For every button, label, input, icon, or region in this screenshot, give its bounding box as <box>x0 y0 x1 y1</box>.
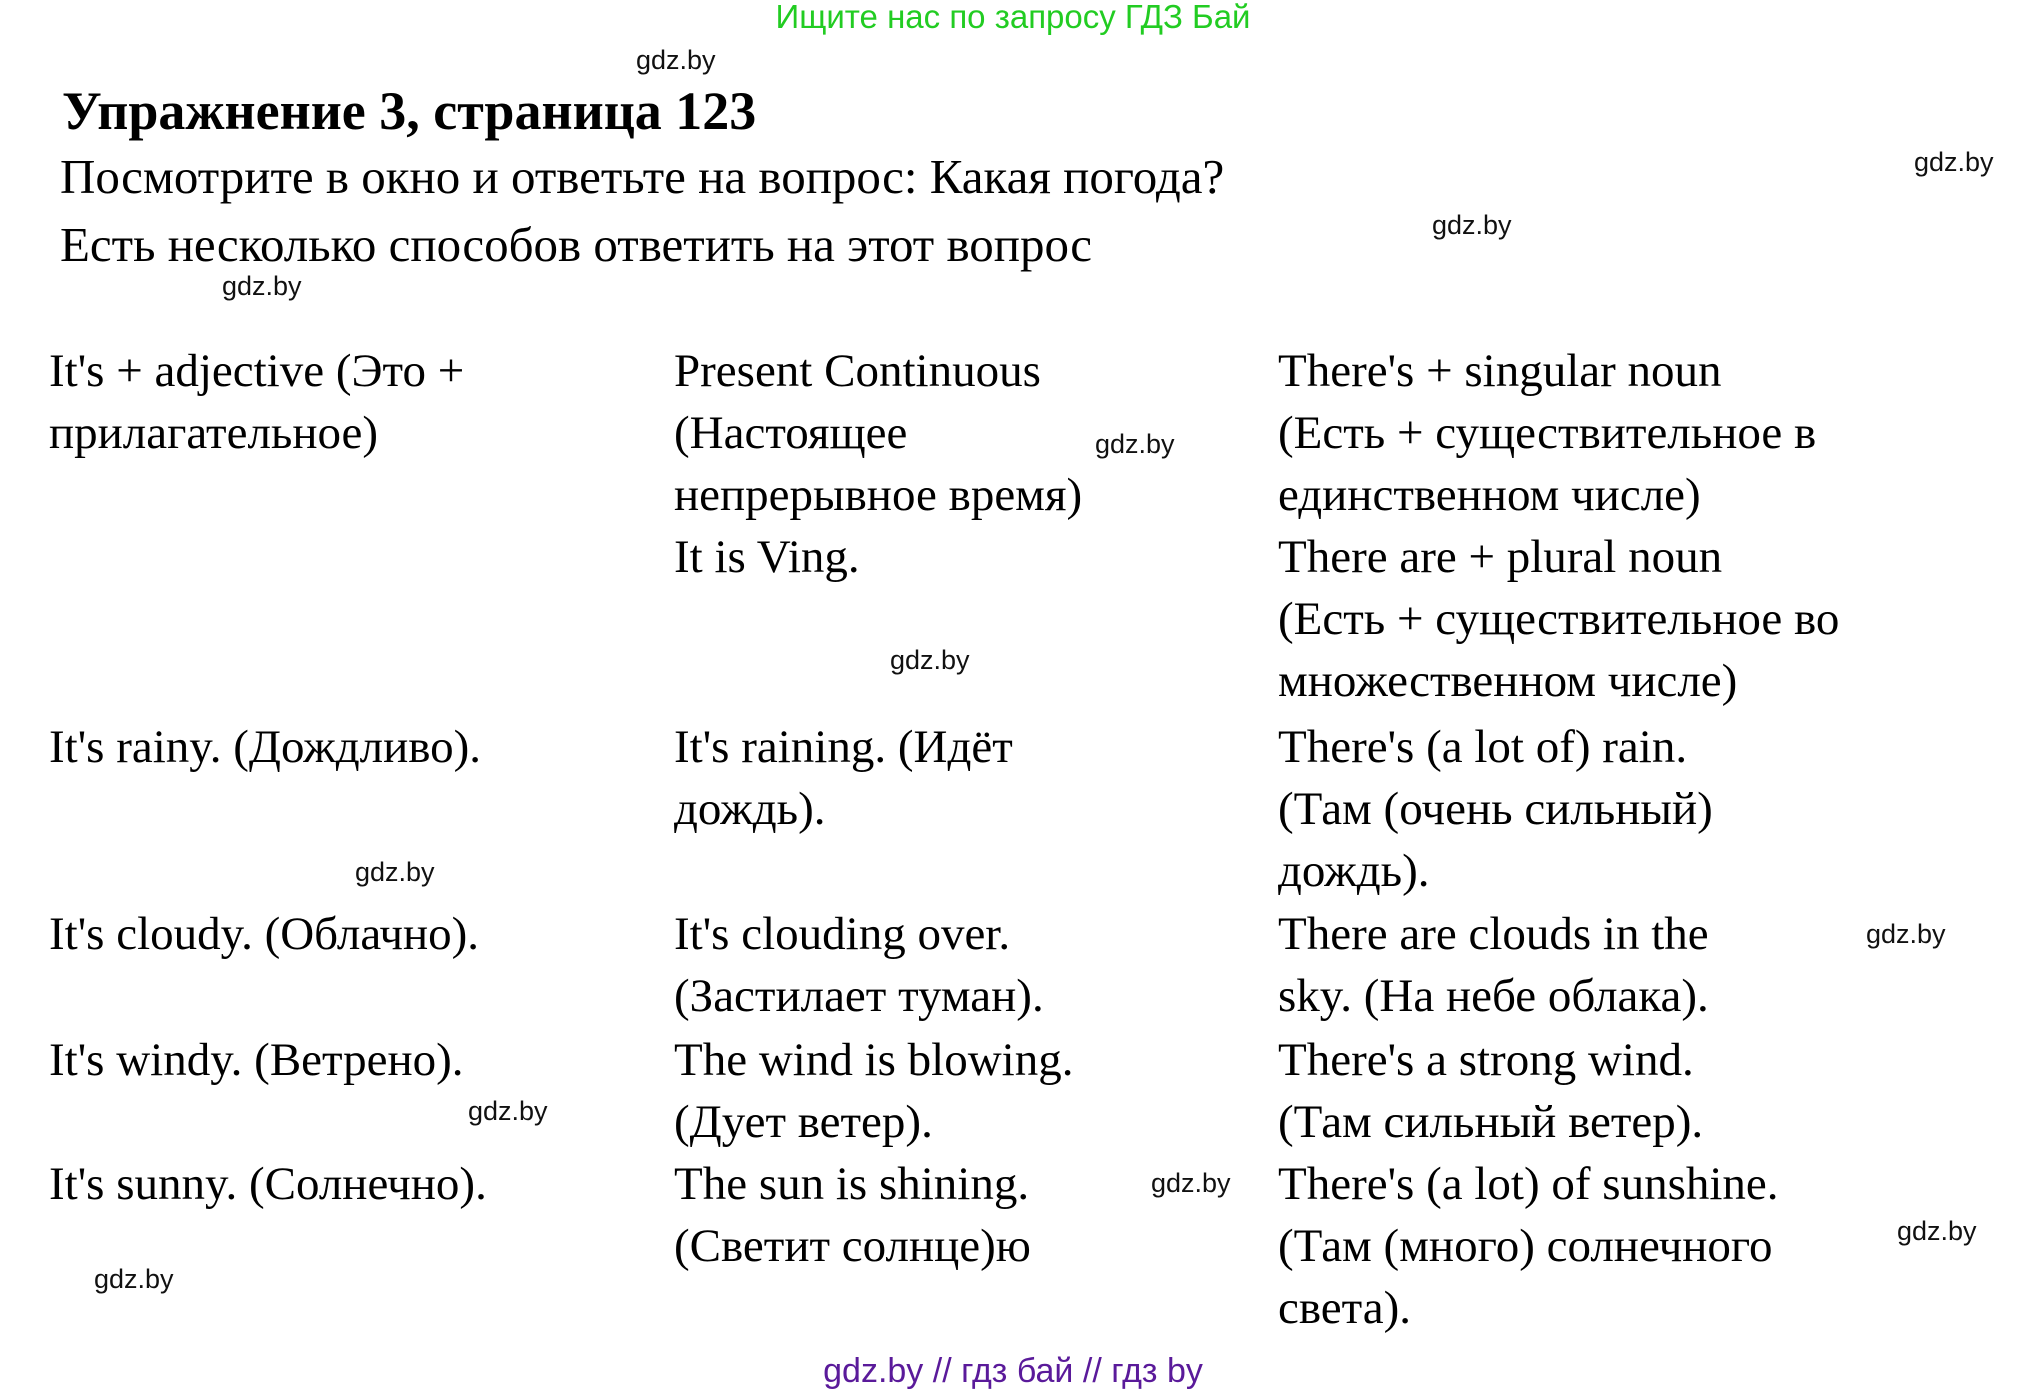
cell-line: There are + plural noun <box>1278 531 1723 583</box>
cell-line: It's raining. (Идёт <box>674 721 1013 773</box>
cell-line: There are clouds in the <box>1278 908 1709 960</box>
cell-line: дождь). <box>674 783 826 835</box>
watermark: gdz.by <box>94 1264 174 1294</box>
cell-line: There's + singular noun <box>1278 345 1722 397</box>
cell-line: (Есть + существительное в <box>1278 407 1817 459</box>
watermark: gdz.by <box>1095 429 1175 459</box>
table-cell <box>49 1029 464 1091</box>
cell-line: (Там (очень сильный) <box>1278 783 1713 835</box>
watermark: gdz.by <box>1432 210 1512 240</box>
cell-line: There's a strong wind. <box>1278 1034 1694 1086</box>
watermark: gdz.by <box>890 645 970 675</box>
cell-line: The sun is shining. <box>674 1158 1030 1210</box>
table-cell <box>1278 716 1713 902</box>
cell-line: непрерывное время) <box>674 469 1083 521</box>
watermark: gdz.by <box>355 857 435 887</box>
cell-line: дождь). <box>1278 845 1430 897</box>
watermark: gdz.by <box>1151 1168 1231 1198</box>
cell-line: света). <box>1278 1282 1412 1334</box>
cell-line: sky. (На небе облака). <box>1278 970 1709 1022</box>
search-banner: Ищите нас по запросу ГДЗ Бай <box>775 0 1251 35</box>
cell-line: (Светит солнце)ю <box>674 1220 1031 1272</box>
cell-line: (Застилает туман). <box>674 970 1044 1022</box>
cell-line: множественном числе) <box>1278 655 1738 707</box>
instruction-line-1: Посмотрите в окно и ответьте на вопрос: Какая погода? <box>60 149 1225 204</box>
watermark: gdz.by <box>1897 1216 1977 1246</box>
instruction-line-2: Есть несколько способов ответить на этот вопрос <box>60 217 1092 272</box>
table-cell <box>49 716 481 778</box>
cell-line: There's (a lot of) rain. <box>1278 721 1688 773</box>
table-cell <box>49 340 464 464</box>
cell-line: Present Continuous <box>674 345 1041 397</box>
watermark: gdz.by <box>636 45 716 75</box>
footer-links: gdz.by // гдз бай // гдз by <box>823 1352 1203 1390</box>
cell-line: It's windy. (Ветрено). <box>49 1034 464 1086</box>
table-cell <box>1278 1153 1779 1339</box>
cell-line: (Там сильный ветер). <box>1278 1096 1704 1148</box>
table-cell <box>674 903 1044 1027</box>
watermark: gdz.by <box>222 271 302 301</box>
watermark: gdz.by <box>1914 147 1994 177</box>
cell-line: (Есть + существительное во <box>1278 593 1840 645</box>
cell-line: There's (a lot) of sunshine. <box>1278 1158 1779 1210</box>
table-cell <box>674 1153 1031 1277</box>
table-cell <box>49 903 479 965</box>
table-cell <box>674 716 1013 840</box>
table-cell <box>49 1153 487 1215</box>
watermark: gdz.by <box>468 1096 548 1126</box>
cell-line: прилагательное) <box>49 407 379 459</box>
cell-line: The wind is blowing. <box>674 1034 1074 1086</box>
table-cell <box>1278 903 1709 1027</box>
cell-line: It's sunny. (Солнечно). <box>49 1158 487 1210</box>
cell-line: (Настоящее <box>674 407 908 459</box>
cell-line: It is Ving. <box>674 531 860 583</box>
exercise-title: Упражнение 3, страница 123 <box>62 81 757 141</box>
table-cell <box>674 1029 1073 1153</box>
cell-line: It's clouding over. <box>674 908 1011 960</box>
cell-line: (Там (много) солнечного <box>1278 1220 1773 1272</box>
cell-line: (Дует ветер). <box>674 1096 933 1148</box>
table-cell <box>674 340 1082 588</box>
table-cell <box>1278 1029 1703 1153</box>
table-cell <box>1278 340 1839 712</box>
cell-line: единственном числе) <box>1278 469 1701 521</box>
watermark: gdz.by <box>1866 919 1946 949</box>
cell-line: It's rainy. (Дождливо). <box>49 721 482 773</box>
cell-line: It's cloudy. (Облачно). <box>49 908 480 960</box>
cell-line: It's + adjective (Это + <box>49 345 465 397</box>
